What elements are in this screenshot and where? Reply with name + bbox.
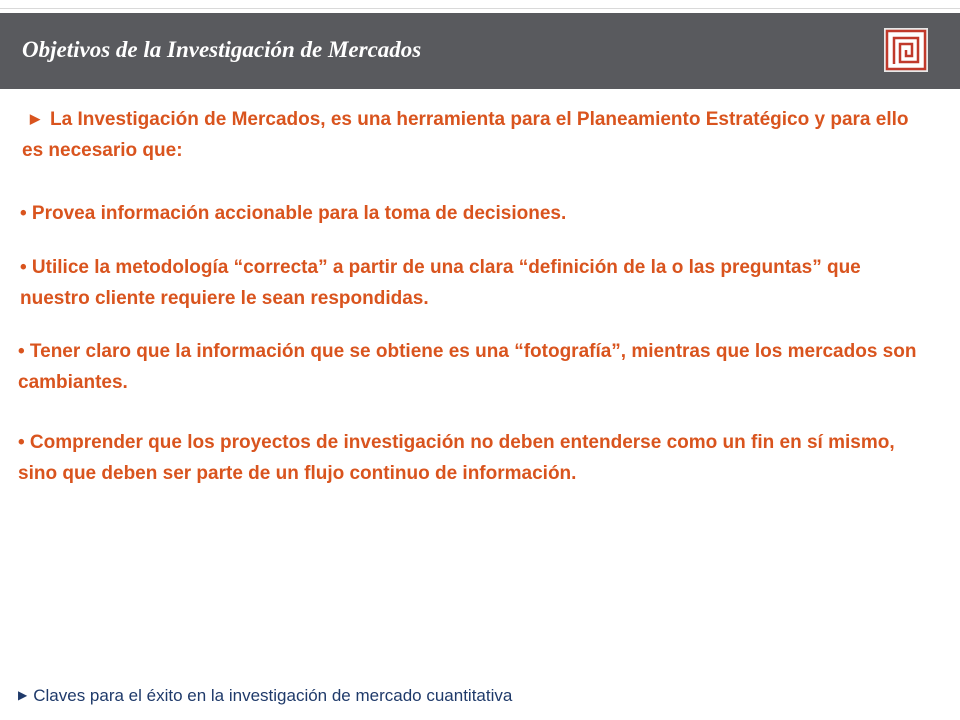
footer-link[interactable] bbox=[18, 686, 938, 706]
square-spiral-logo bbox=[884, 28, 928, 72]
footer-link-text[interactable]: Claves para el éxito en la investigación de mercado cuantitativa bbox=[33, 686, 513, 705]
bullet-item: • Comprender que los proyectos de investigación no deben entenderse como un fin en sí mismo, sino que deben ser parte de un flujo continuo de información. bbox=[18, 432, 895, 484]
top-divider bbox=[0, 8, 960, 9]
bullet-item: • Provea información accionable para la toma de decisiones. bbox=[20, 203, 567, 224]
slide-title: Objetivos de la Investigación de Mercados bbox=[22, 37, 422, 62]
bullet-item: • Tener claro que la información que se obtiene es una “fotografía”, mientras que los mercados son cambiantes. bbox=[18, 341, 917, 393]
slide-header bbox=[0, 13, 960, 89]
intro-text: La Investigación de Mercados, es una herramienta para el Planeamiento Estratégico y para ello es necesario que: bbox=[22, 109, 909, 161]
bullet-item: • Utilice la metodología “correcta” a partir de una clara “definición de la o las preguntas” que nuestro cliente requiere le sean respondidas. bbox=[20, 257, 861, 309]
intro-paragraph bbox=[22, 103, 922, 166]
triangle-right-icon: ▶ bbox=[18, 688, 28, 702]
triangle-right-icon: ▶ bbox=[30, 111, 40, 126]
